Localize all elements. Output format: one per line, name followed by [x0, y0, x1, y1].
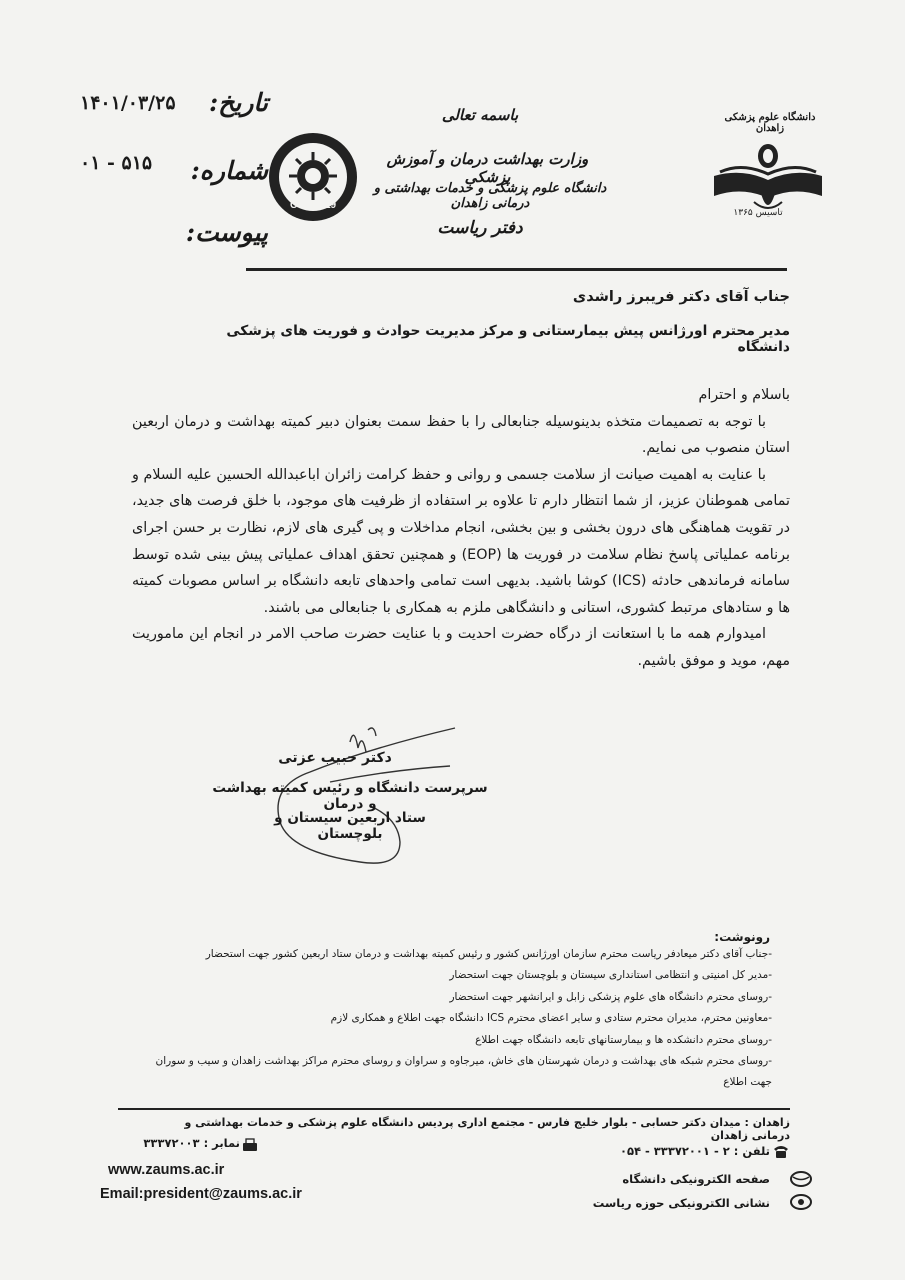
body-paragraph-1: با توجه به تصمیمات متخذه بدینوسیله جنابعالی را با حفظ سمت بعنوان دبیر کمیته بهداشت و درمان اربعین استان منصوب می نمایم.: [132, 413, 790, 457]
cc-item: -روسای محترم شبکه های بهداشت و درمان شهرستان های خاش، میرجاوه و سراوان و روسای محترم مراکز بهداشت زاهدان و سیب و سوران: [155, 1055, 772, 1068]
ministry-name: وزارت بهداشت درمان و آموزش پزشکی: [386, 150, 589, 186]
cc-item: -جناب آقای دکتر میعادفر ریاست محترم سازمان اورژانس کشور و رئیس کمیته بهداشت و درمان ستاد اربعین کشور جهت استحضار: [205, 948, 772, 960]
office-name: دفتر ریاست: [437, 218, 523, 238]
covid-seal-text: COVID-19: [289, 200, 337, 211]
logo-text-top: دانشگاه علوم پزشکی زاهدان: [724, 112, 816, 134]
attachment-label: پیوست:: [185, 218, 268, 247]
recipient-name: جناب آقای دکتر فریبرز راشدی: [572, 289, 790, 305]
signatory-title-2: ستاد اربعین سیستان و بلوچستان: [274, 810, 426, 842]
date-label: تاریخ:: [209, 88, 268, 117]
cc-item: -معاونین محترم، مدیران محترم ستادی و سایر اعضای محترم ICS دانشگاه جهت اطلاع و همکاری لازم: [330, 1012, 772, 1025]
number-label: شماره:: [190, 156, 268, 185]
at-icon: [790, 1193, 812, 1211]
letter-body: [132, 382, 790, 675]
logo-text-bottom: تاسیس ۱۳۶۵: [733, 208, 783, 218]
phone-icon: [772, 1143, 790, 1159]
footer-fax: نمابر : ۳۳۳۷۲۰۰۳: [143, 1136, 240, 1150]
website-label: صفحه الکترونیکی دانشگاه: [622, 1172, 770, 1186]
header-divider: [246, 268, 787, 271]
footer-phone: تلفن : ۲ - ۳۳۳۷۲۰۰۱ - ۰۵۴: [619, 1144, 770, 1158]
cc-list: [40, 944, 772, 1094]
cc-item: -روسای محترم دانشگاه های علوم پزشکی زابل و ایرانشهر جهت استحضار: [449, 990, 772, 1003]
greeting: باسلام و احترام: [698, 387, 790, 403]
recipient-title: مدیر محترم اورژانس پیش بیمارستانی و مرکز مدیریت حوادث و فوریت های پزشکی دانشگاه: [226, 323, 790, 355]
body-paragraph-3: امیدوارم همه ما با استعانت از درگاه حضرت احدیت و با عنایت حضرت صاحب الامر در انجام این ماموریت مهم، موید و موفق باشیم.: [132, 626, 790, 669]
signatory-name: دکتر حبیب عزتی: [278, 750, 392, 766]
fax-icon: [242, 1138, 258, 1152]
footer-address: زاهدان : میدان دکتر حسابی - بلوار خلیج فارس - مجتمع اداری پردیس دانشگاه علوم پزشکی و خدمات بهداشتی و درمانی زاهدان: [184, 1116, 790, 1142]
email-link[interactable]: Email:president@zaums.ac.ir: [100, 1186, 302, 1202]
signatory-title-1: سرپرست دانشگاه و رئیس کمیته بهداشت و درمان: [212, 780, 488, 812]
cc-label: رونوشت:: [714, 930, 770, 944]
body-paragraph-2: با عنایت به اهمیت صیانت از سلامت جسمی و روانی و حفظ کرامت زائران اباعبدالله الحسین علیه السلام و تمامی هموطنان عزیز، از شما انتظار دارم تا علاوه بر استفاده از ظرفیت های موجود، با خلق فرصت های جدید، در تقویت هماهنگی های درون بخشی و بین بخشی، انجام مداخلات و پی گیری های لازم، نظارت بر حسن اجرای برنامه عملیاتی پاسخ نظام سلامت در فوریت ها (EOP) و همچنین تحقق اهداف عملیاتی پیش بینی شده توسط سامانه فرماندهی حادثه (ICS) کوشا باشید. بدیهی است تمامی واحدهای تابعه دانشگاه بر اساس مصوبات کمیته ها و ستادهای مرتبط کشوری، استانی و دانشگاهی ملزم به همکاری با جنابعالی می باشند.: [132, 466, 790, 616]
letter-number: ۰۱ - ۵۱۵: [80, 152, 153, 174]
footer-divider: [118, 1108, 790, 1110]
cc-item: جهت اطلاع: [723, 1076, 772, 1089]
basmala: باسمه تعالی: [441, 106, 519, 124]
globe-icon: [790, 1170, 812, 1188]
website-link[interactable]: www.zaums.ac.ir: [108, 1162, 225, 1178]
letter-date: ۱۴۰۱/۰۳/۲۵: [80, 92, 176, 114]
university-name: دانشگاه علوم پزشکی و خدمات بهداشتی و درمانی زاهدان: [373, 181, 607, 211]
cc-item: -مدیر کل امنیتی و انتظامی استانداری سیستان و بلوچستان جهت استحضار: [449, 969, 772, 982]
cc-item: -روسای محترم دانشکده ها و بیمارستانهای تابعه دانشگاه جهت اطلاع: [475, 1033, 772, 1046]
email-label: نشانی الکترونیکی حوزه ریاست: [592, 1196, 770, 1210]
